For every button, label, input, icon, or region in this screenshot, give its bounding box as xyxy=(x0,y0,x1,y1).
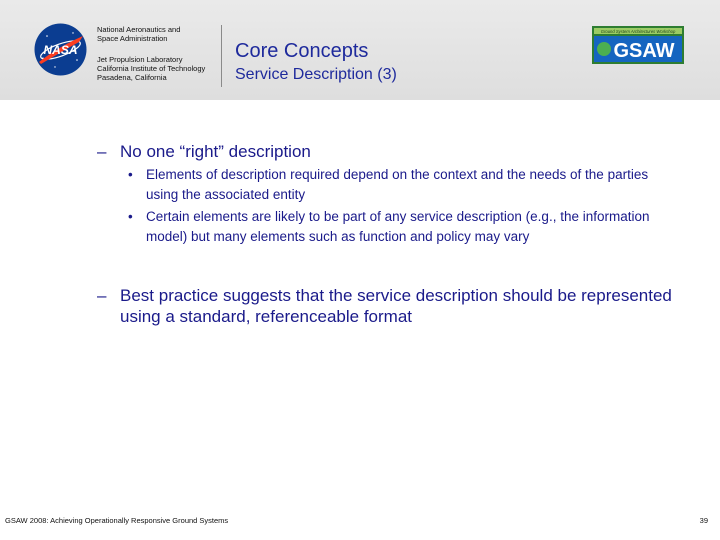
bullet-point xyxy=(97,285,697,327)
bullet-text: Best practice suggests that the service description should be represented using a standard, referenceable format xyxy=(120,286,672,326)
lab-line-3: Pasadena, California xyxy=(97,73,167,82)
gsaw-banner-text: Ground System Architectures Workshop xyxy=(600,29,676,34)
nasa-logo-icon xyxy=(33,22,88,77)
sub-bullet-text: Certain elements are likely to be part of any service description (e.g., the information model) but many elements such as function and policy may vary xyxy=(146,209,650,244)
sub-bullet-point xyxy=(128,165,680,204)
bullet-point xyxy=(97,141,697,162)
slide-title: Core Concepts xyxy=(235,40,369,62)
org-line-1: National Aeronautics and xyxy=(97,25,181,34)
bullet-marker: • xyxy=(128,167,133,182)
page-number: 39 xyxy=(699,516,708,525)
lab-line-2: California Institute of Technology xyxy=(97,64,206,73)
lab-line-1: Jet Propulsion Laboratory xyxy=(97,55,183,64)
header-divider xyxy=(221,25,222,87)
dash-marker: – xyxy=(97,286,107,305)
bullet-text: No one “right” description xyxy=(120,142,311,161)
dash-marker: – xyxy=(97,142,107,161)
footer-text: GSAW 2008: Achieving Operationally Responsive Ground Systems xyxy=(5,516,229,525)
gsaw-logo-text: GSAW xyxy=(613,40,675,62)
slide-header xyxy=(0,0,720,100)
slide-subtitle: Service Description (3) xyxy=(235,66,397,83)
bullet-marker: • xyxy=(128,209,133,224)
org-name xyxy=(97,25,180,43)
org-line-2: Space Administration xyxy=(97,34,168,43)
sub-bullet-point xyxy=(128,207,680,246)
lab-name xyxy=(97,55,205,82)
sub-bullet-text: Elements of description required depend on the context and the needs of the parties using the associated entity xyxy=(146,167,649,202)
nasa-logo-text: NASA xyxy=(43,43,78,57)
gsaw-logo-icon xyxy=(592,26,684,64)
